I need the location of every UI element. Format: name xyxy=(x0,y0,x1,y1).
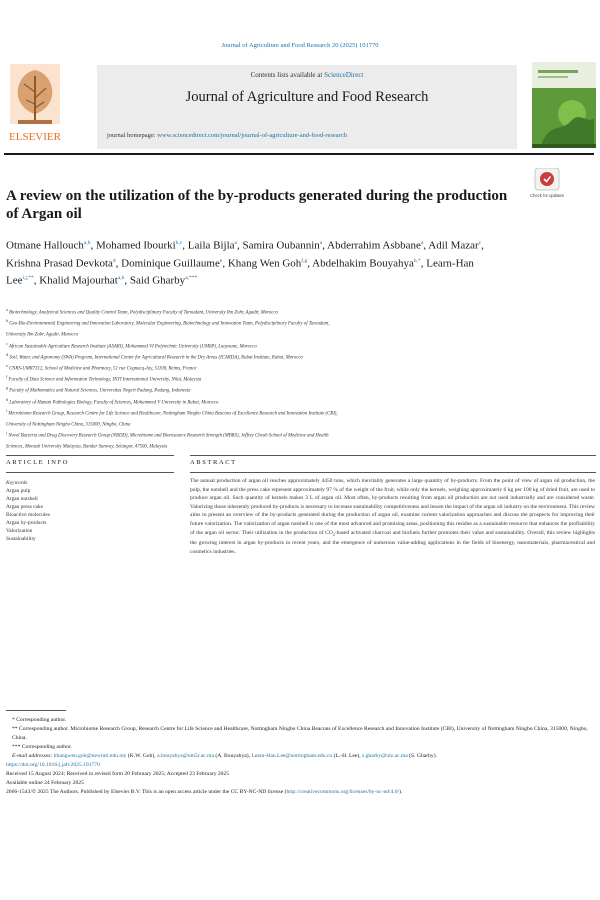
available-online: Available online 24 February 2025 xyxy=(6,780,84,786)
author-affiliation-marker[interactable]: a,*** xyxy=(185,275,198,282)
author-affiliation-marker[interactable]: a xyxy=(319,240,323,246)
affiliation-marker: i xyxy=(6,407,8,413)
author-affiliation-marker[interactable]: a xyxy=(420,240,424,246)
author-separator: , xyxy=(222,257,228,270)
abstract-rule xyxy=(190,455,596,456)
author-separator: , xyxy=(115,257,122,270)
corresponding-author-2: ** Corresponding author. Microbiome Research Group, Research Centre for Life Science and Healthcare, Nottingham Ningbo China Beacons of Excellence Research and Innovation Institute (CBI), University of Nottingham Ningbo China, 315000, Ningbo, China. xyxy=(12,726,588,741)
homepage-link[interactable]: www.sciencedirect.com/journal/journal-of-agriculture-and-food-research xyxy=(157,132,347,139)
keyword-item: Argan nutshell xyxy=(6,496,38,502)
email-label: E-mail addresses: xyxy=(12,753,53,759)
masthead-rule xyxy=(4,153,594,155)
author-name[interactable]: Krishna Prasad Devkota xyxy=(6,257,113,270)
email-link-gharby[interactable]: s.gharby@uiz.ac.ma xyxy=(362,753,408,759)
author-name[interactable]: Otmane Hallouch xyxy=(6,239,84,252)
journal-cover-icon[interactable] xyxy=(532,62,596,148)
affiliation-text: Novel Bacteria and Drug Discovery Research Group (NBDD), Microbiome and Bioresource Research Strength (MBRS), Jeffrey Cheah School of Medicine and Health xyxy=(8,433,329,439)
affiliation-text: Microbiome Research Group, Research Centre for Life Science and Healthcare, Nottingham Ningbo China Beacons of Excellence Research and Innovation Institute (CBI), xyxy=(8,411,338,417)
author-separator: , xyxy=(481,239,484,252)
author-affiliation-marker[interactable]: c xyxy=(478,240,482,246)
abstract-heading: ABSTRACT xyxy=(190,459,237,466)
author-name[interactable]: Samira Oubannin xyxy=(242,239,320,252)
affiliation-marker: b xyxy=(6,318,8,324)
sciencedirect-link[interactable]: ScienceDirect xyxy=(324,71,364,79)
keyword-item: Bioactive molecules xyxy=(6,512,50,518)
affiliation-marker: d xyxy=(6,351,8,357)
author-affiliation-marker[interactable]: d xyxy=(112,257,116,264)
doi-link[interactable]: https://doi.org/10.1016/j.jafr.2025.101770 xyxy=(6,762,100,768)
author-affiliation-marker[interactable]: e xyxy=(219,257,223,264)
affiliation-marker: h xyxy=(6,396,8,402)
homepage-line xyxy=(107,132,517,139)
author-name[interactable]: Laila Bijla xyxy=(187,239,235,252)
author-affiliation-marker[interactable]: a xyxy=(234,240,237,246)
contents-prefix: Contents lists available at xyxy=(250,71,323,79)
keyword-item: Argan pulp xyxy=(6,488,31,494)
keyword-item: Argan by-products xyxy=(6,520,47,526)
article-info-rule xyxy=(6,455,174,456)
author-separator: , xyxy=(33,274,40,287)
abstract-rule-bottom xyxy=(190,472,596,473)
affiliation-text: Laboratory of Human Pathologies Biology, Faculty of Sciences, Mohammed V University in Rabat, Morocco xyxy=(9,400,219,406)
affiliation-text: University of Nottingham Ningbo China, 315000, Ningbo, China xyxy=(6,422,131,428)
author-affiliation-marker[interactable]: b,c xyxy=(175,240,183,246)
author-name[interactable]: Dominique Guillaume xyxy=(121,257,220,270)
author-name[interactable]: Said Gharby xyxy=(129,274,186,287)
keywords-label: Keywords xyxy=(6,480,28,486)
email-addresses xyxy=(6,752,596,761)
affiliation-text: University Ibn Zohr, Agadir, Morocco xyxy=(6,332,79,338)
author-separator: , xyxy=(307,257,313,270)
email-link-bouyahya[interactable]: a.bouyahya@um5r.ac.ma xyxy=(157,753,214,759)
affiliation-line xyxy=(6,373,596,384)
homepage-prefix: journal homepage: xyxy=(107,132,156,139)
affiliation-marker: g xyxy=(6,385,8,391)
affiliation-line xyxy=(6,384,596,395)
author-affiliation-marker[interactable]: h,* xyxy=(413,257,421,264)
author-affiliation-marker[interactable]: a,b xyxy=(117,275,125,282)
email-who-lee: (L.-H. Lee), xyxy=(333,753,361,759)
footnote-rule xyxy=(6,710,66,711)
contents-line xyxy=(97,71,517,79)
check-updates-label: Check for updates xyxy=(530,193,564,198)
affiliation-text: Soil, Water, and Agronomy (SWA) Program, International Center for Agricultural Research in the Dry Areas (ICARDA), Rabat Institute, Rabat, Morocco xyxy=(9,355,303,361)
affiliations xyxy=(6,306,596,451)
elsevier-logo xyxy=(4,62,66,146)
author-separator: , xyxy=(124,274,130,287)
journal-title: Journal of Agriculture and Food Research xyxy=(185,89,429,105)
affiliation-marker: c xyxy=(6,340,8,346)
affiliation-line xyxy=(6,306,596,317)
affiliation-text: African Sustainable Agriculture Research Institute (ASARI), Mohammed VI Polytechnic University (UM6P), Laayoune, Morocco xyxy=(8,344,257,350)
author-name[interactable]: Abdelhakim Bouyahya xyxy=(312,257,414,270)
affiliation-line xyxy=(6,396,596,407)
affiliation-line xyxy=(6,340,596,351)
affiliation-text: Faculty of Data Science and Information Technology, INTI International University, Nilai, Malaysia xyxy=(8,377,202,383)
author-affiliation-marker[interactable]: a,b xyxy=(83,240,91,246)
author-separator: , xyxy=(322,239,328,252)
email-who-goh: (K.W. Goh), xyxy=(127,753,156,759)
affiliation-line xyxy=(6,362,596,373)
author-separator: , xyxy=(420,257,427,270)
license-link[interactable]: http://creativecommons.org/licenses/by-nc-nd/4.0/ xyxy=(286,789,400,795)
author-name[interactable]: Adil Mazar xyxy=(428,239,479,252)
author-name[interactable]: Learn-Han Lee xyxy=(6,257,474,287)
affiliation-line xyxy=(6,407,596,418)
check-for-updates-button[interactable] xyxy=(530,168,564,200)
license-text: 2666-1543/© 2025 The Authors. Published by Elsevier B.V. This is an open access article under the CC BY-NC-ND license ( xyxy=(6,789,287,795)
abstract-text-part2: -based activated charcoal and biofuels further promotes their value and sustainability. Overall, this review highlights the growing interest in argan by-products in recent years, and the emergence of numerous value-adding applications in the fields of bioenergy, nanomaterials, pharmaceutical and cosmetics industries. xyxy=(190,529,595,555)
author-name[interactable]: Abderrahim Asbbane xyxy=(327,239,421,252)
keyword-item: Argan press cake xyxy=(6,504,44,510)
elsevier-wordmark: ELSEVIER xyxy=(9,131,61,143)
abstract-subscript: 2 xyxy=(332,531,335,537)
affiliation-text: Faculty of Mathematics and Natural Sciences, Universitas Negeri Padang, Padang, Indonesia xyxy=(9,388,191,394)
affiliation-marker: f xyxy=(6,374,8,380)
affiliation-line xyxy=(6,418,596,429)
keywords-list xyxy=(6,487,174,543)
article-title: A review on the utilization of the by-products generated during the production of Argan oil xyxy=(6,188,508,222)
abstract-text xyxy=(190,477,595,556)
corresponding-author-3: *** Corresponding author. xyxy=(12,744,72,750)
email-link-goh[interactable]: khangwen.goh@newinti.edu.my xyxy=(53,753,127,759)
abstract-text-part1: The annual production of argan oil reaches approximately 4450 tons, which inevitably generates a large quantity of by-products. From the point of view of argan oil production, the pulp, the nutshell and the press cake represent approximately 97 % of the weight of the fruit, while only the kernels, weighing approximately 6 kg per 100 kg of dried fruit, are used to produce argan oil. Such quantity of kernels makes 3 L of argan oil. Most often, by-products resulting from argan oil production are not used industrially and are considered waste. Valorizing those inherently produced by-products is necessary to increase sustainability competitiveness and lessen the impact of the argan oil industry on the environment. This review aims to present an overview of the by-products generated during the production of argan oil, examine current valorization approaches and discuss the prospects for improving their future valorization. The valorization of argan nutshell is one of the most advanced and promising areas, positioning this residue as a sustainable resource that enhances the profitability of the argan oil sector. Their utilization in the production of CO xyxy=(190,478,596,536)
journal-masthead xyxy=(97,65,517,149)
corresponding-author-1: * Corresponding author. xyxy=(12,717,67,723)
license-line xyxy=(6,788,596,797)
email-link-lee[interactable]: Learn-Han.Lee@nottingham.edu.cn xyxy=(251,753,333,759)
keyword-item: Sustainability xyxy=(6,536,36,542)
affiliation-line xyxy=(6,351,596,362)
author-affiliation-marker[interactable]: i,j,** xyxy=(22,275,34,282)
affiliation-text: CNRS-UMR7312, School of Medicine and Pharmacy, 51 rue Cognacq-Jay, 51100, Reims, France xyxy=(8,366,197,372)
author-list xyxy=(6,236,496,289)
author-name[interactable]: Khang Wen Goh xyxy=(227,257,302,270)
affiliation-text: Geo-Bio-Environmental Engineering and Innovation Laboratory, Molecular Engineering, Biotechnology and Innovation Team, Polydisciplinary Faculty of Taroudant, xyxy=(9,321,330,327)
keywords-block xyxy=(6,479,174,543)
article-info-rule-bottom xyxy=(6,472,174,473)
affiliation-marker: j xyxy=(6,430,8,436)
author-name[interactable]: Khalid Majourhat xyxy=(39,274,118,287)
email-who-bouyahya: (A. Bouyahya), xyxy=(215,753,250,759)
affiliation-text: Sciences, Monash University Malaysia, Bandar Sunway, Selangor, 47500, Malaysia xyxy=(6,444,168,450)
journal-reference[interactable]: Journal of Agriculture and Food Research 20 (2025) 101770 xyxy=(221,42,379,49)
received-dates: Received 15 August 2024; Received in revised form 20 February 2025; Accepted 23 February 2025 xyxy=(6,771,230,777)
author-separator: , xyxy=(90,239,96,252)
footnotes xyxy=(6,716,596,797)
license-end: ). xyxy=(399,789,403,795)
author-affiliation-marker[interactable]: f,g xyxy=(301,257,308,264)
author-separator: , xyxy=(236,239,243,252)
author-separator: , xyxy=(423,239,429,252)
author-separator: , xyxy=(182,239,188,252)
email-who-gharby: (S. Gharby). xyxy=(409,753,437,759)
affiliation-line xyxy=(6,317,596,328)
affiliation-marker: e xyxy=(6,362,8,368)
keyword-item: Valorization xyxy=(6,528,33,534)
affiliation-line xyxy=(6,440,596,451)
author-name[interactable]: Mohamed Ibourki xyxy=(95,239,176,252)
affiliation-text: Biotechnology, Analytical Sciences and Quality Control Team, Polydisciplinary Faculty of Taroudant, University Ibn Zohr, Agadir, Morocco xyxy=(8,310,278,316)
article-info-heading: ARTICLE INFO xyxy=(6,459,70,466)
affiliation-line xyxy=(6,328,596,339)
affiliation-marker: a xyxy=(6,307,8,312)
affiliation-line xyxy=(6,429,596,440)
